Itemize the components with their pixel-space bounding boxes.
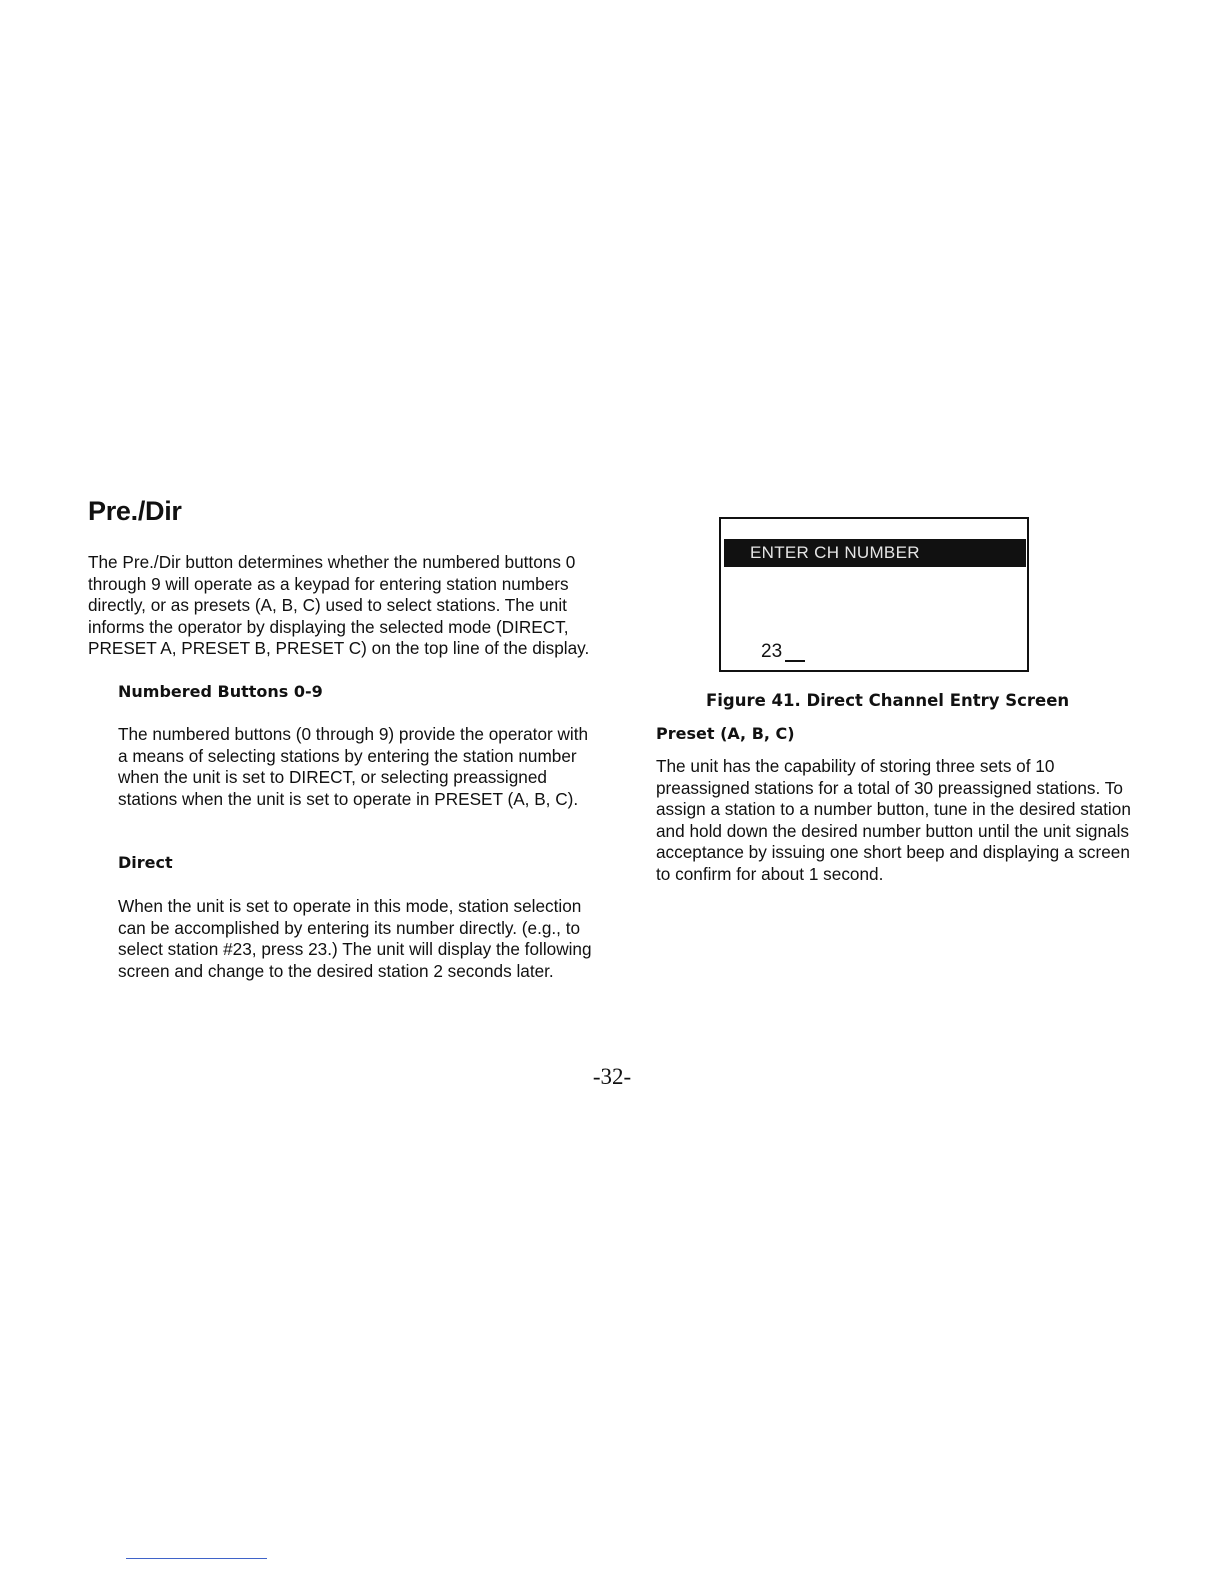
preset-paragraph: The unit has the capability of storing three sets of 10 preassigned stations for a total of 30 preassigned stations. To assign a station to a number button, tune in the desired station and hold down the desired number button until the unit signals acceptance by issuing one short beep and displaying a screen to confirm for about 1 second. (656, 756, 1131, 884)
preset-heading: Preset (A, B, C) (656, 724, 795, 743)
direct-paragraph: When the unit is set to operate in this mode, station selection can be accomplished by entering its number directly. (e.g., to select station #23, press 23.) The unit will display the following screen and change to the desired station 2 seconds later. (118, 896, 592, 981)
lcd-cursor (785, 660, 805, 662)
lcd-screen-figure (719, 517, 1029, 672)
intro-paragraph: The Pre./Dir button determines whether the numbered buttons 0 through 9 will operate as a keypad for entering station numbers directly, or as presets (A, B, C) used to select stations. The unit informs the operator by displaying the selected mode (DIRECT, PRESET A, PRESET B, PRESET C) on the top line of the display. (88, 552, 590, 658)
lcd-header-bar: ENTER CH NUMBER (724, 539, 1026, 567)
footer-rule (126, 1558, 267, 1559)
numbered-buttons-paragraph: The numbered buttons (0 through 9) provide the operator with a means of selecting stations by entering the station number when the unit is set to DIRECT, or selecting preassigned stations when the unit is set to operate in PRESET (A, B, C). (118, 724, 589, 809)
numbered-buttons-heading: Numbered Buttons 0-9 (118, 682, 323, 701)
figure-caption: Figure 41. Direct Channel Entry Screen (706, 691, 1070, 710)
section-heading: Pre./Dir (88, 496, 182, 526)
lcd-channel-value: 23 (761, 641, 783, 662)
direct-heading: Direct (118, 853, 173, 872)
page-number: -32- (592, 1064, 632, 1089)
